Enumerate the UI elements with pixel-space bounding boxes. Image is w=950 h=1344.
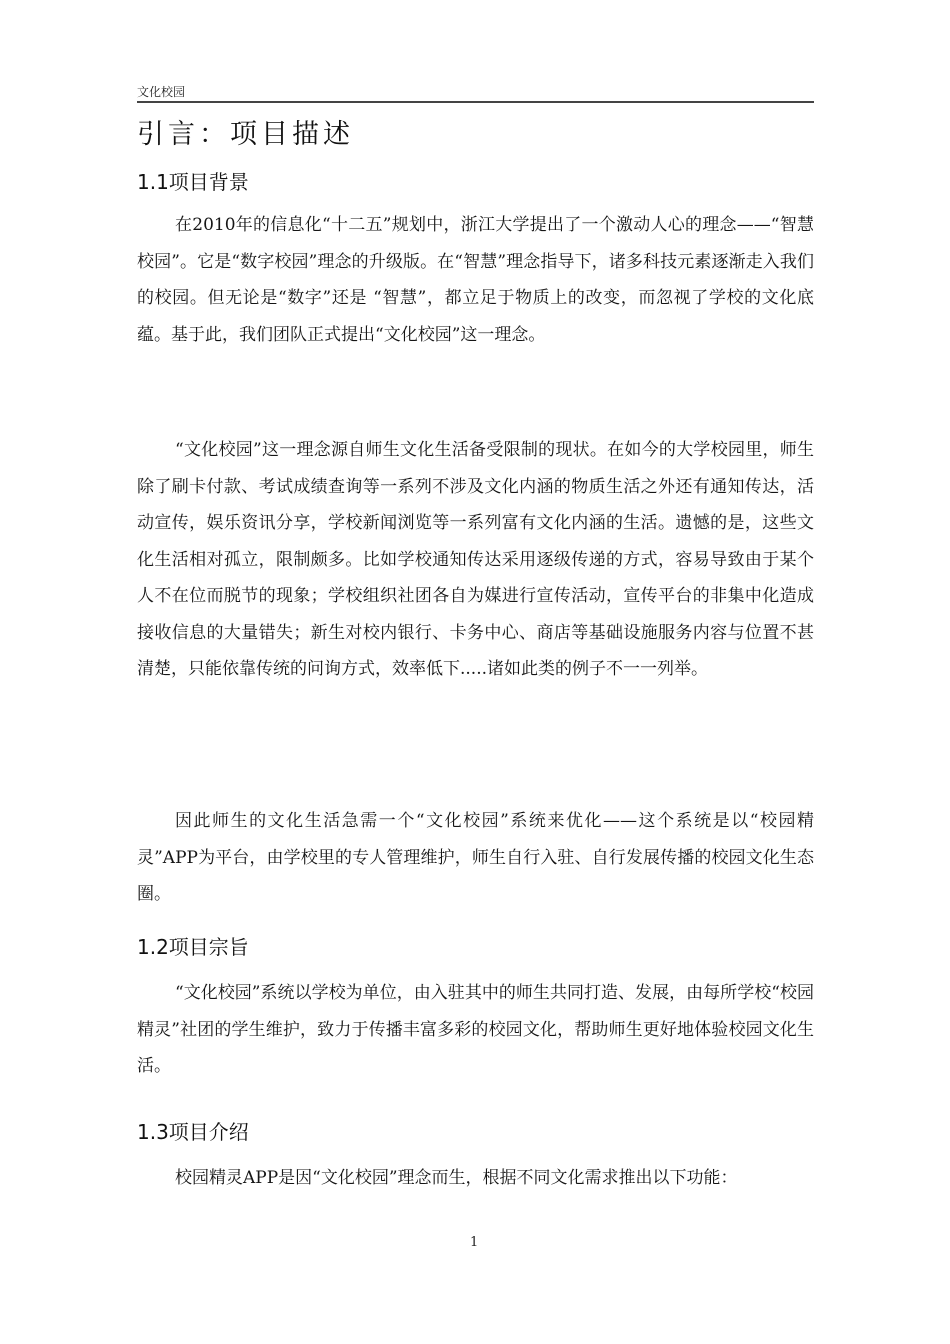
paragraph-background-3: 因此师生的文化生活急需一个“文化校园”系统来优化——这个系统是以“校园精灵”APP为平台，由学校里的专人管理维护，师生自行入驻、自行发展传播的校园文化生态圈。	[137, 811, 814, 904]
header-divider	[137, 101, 814, 103]
paragraph-background-1: 在2010年的信息化“十二五”规划中，浙江大学提出了一个激动人心的理念——“智慧校园”。它是“数字校园”理念的升级版。在“智慧”理念指导下，诸多科技元素逐渐走入我们的校园。但无论是“数字”还是 “智慧”，都立足于物质上的改变，而忽视了学校的文化底蕴。基于此，我们团队正式提出“文化校园”这一理念。	[137, 215, 814, 345]
paragraph-introduction-1: 校园精灵APP是因“文化校园”理念而生，根据不同文化需求推出以下功能：	[175, 1168, 738, 1188]
running-header-title: 文化校园	[137, 85, 186, 99]
page-number: 1	[470, 1235, 479, 1250]
paragraph-purpose-1: “文化校园”系统以学校为单位，由入驻其中的师生共同打造、发展，由每所学校“校园精灵”社团的学生维护，致力于传播丰富多彩的校园文化，帮助师生更好地体验校园文化生活。	[137, 983, 814, 1076]
paragraph-background-2: “文化校园”这一理念源自师生文化生活备受限制的现状。在如今的大学校园里，师生除了刷卡付款、考试成绩查询等一系列不涉及文化内涵的物质生活之外还有通知传达，活动宣传，娱乐资讯分享，学校新闻浏览等一系列富有文化内涵的生活。遗憾的是，这些文化生活相对孤立，限制颇多。比如学校通知传达采用逐级传递的方式，容易导致由于某个人不在位而脱节的现象；学校组织社团各自为媒进行宣传活动，宣传平台的非集中化造成接收信息的大量错失；新生对校内银行、卡务中心、商店等基础设施服务内容与位置不甚清楚，只能依靠传统的问询方式，效率低下.....诸如此类的例子不一一列举。	[137, 440, 814, 679]
document-title: 引言：项目描述	[137, 119, 354, 150]
section-heading-purpose: 1.2项目宗旨	[137, 935, 249, 959]
section-heading-background: 1.1项目背景	[137, 170, 249, 194]
section-heading-introduction: 1.3项目介绍	[137, 1120, 249, 1144]
